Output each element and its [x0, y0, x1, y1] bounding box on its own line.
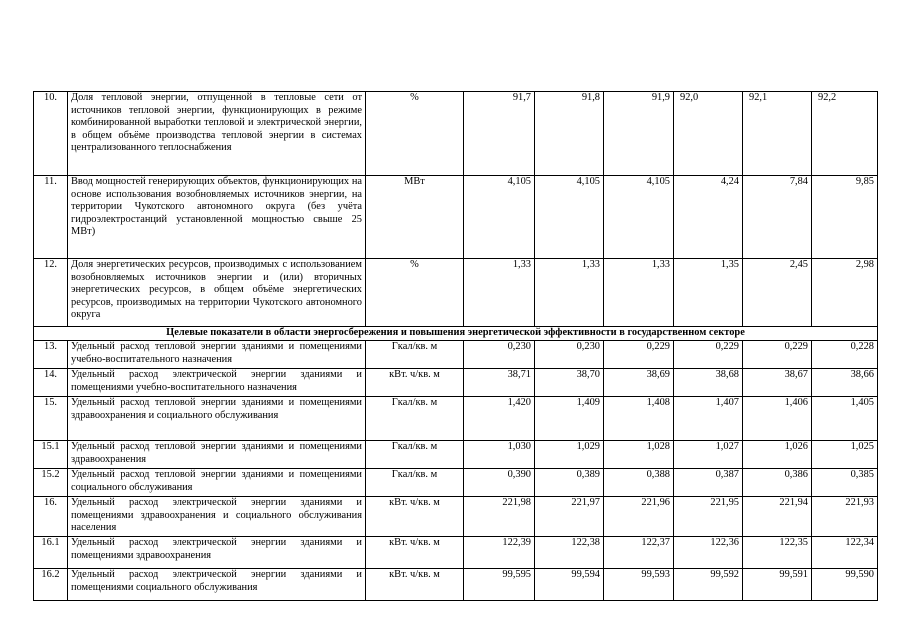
- row-number: 16.2: [34, 569, 68, 601]
- value-cell: 1,406: [743, 397, 812, 441]
- value-cell: 122,38: [535, 537, 604, 569]
- table-row: [34, 469, 878, 497]
- value-cell: 7,84: [743, 176, 812, 259]
- unit-cell: кВт. ч/кв. м: [366, 569, 464, 601]
- indicator-description: Доля тепловой энергии, отпущенной в тепловые сети от источников тепловой энергии, функционирующих в режиме комбинированной выработки тепловой и электрической энергии, в общем объёме производства тепловой энергии в системах централизованного теплоснабжения: [68, 92, 366, 176]
- value-cell: 122,37: [604, 537, 674, 569]
- indicator-description: Удельный расход тепловой энергии зданиями и помещениями социального обслуживания: [68, 469, 366, 497]
- value-cell: 0,387: [674, 469, 743, 497]
- indicator-description: Удельный расход тепловой энергии зданиями и помещениями учебно-воспитательного назначения: [68, 341, 366, 369]
- value-cell: 2,45: [743, 259, 812, 327]
- indicator-description: Доля энергетических ресурсов, производимых с использованием возобновляемых источников энергии и (или) вторичных энергетических ресурсов, в общем объёме энергетических ресурсов, производимых на территории Чукотского автономного округа: [68, 259, 366, 327]
- indicator-description: Удельный расход электрической энергии зданиями и помещениями здравоохранения: [68, 537, 366, 569]
- unit-cell: %: [366, 259, 464, 327]
- value-cell: 38,68: [674, 369, 743, 397]
- row-number: 10.: [34, 92, 68, 176]
- value-cell: 38,66: [812, 369, 878, 397]
- value-cell: 99,590: [812, 569, 878, 601]
- value-cell: 1,408: [604, 397, 674, 441]
- value-cell: 4,105: [464, 176, 535, 259]
- value-cell: 1,409: [535, 397, 604, 441]
- value-cell: 99,592: [674, 569, 743, 601]
- unit-cell: кВт. ч/кв. м: [366, 537, 464, 569]
- section-title: Целевые показатели в области энергосбережения и повышения энергетической эффективности в государственном секторе: [34, 327, 878, 341]
- table-row: [34, 441, 878, 469]
- indicators-table: [33, 91, 878, 601]
- indicator-description: Удельный расход электрической энергии зданиями и помещениями здравоохранения и социального обслуживания населения: [68, 497, 366, 537]
- value-cell: 221,95: [674, 497, 743, 537]
- value-cell: 0,386: [743, 469, 812, 497]
- row-number: 15.2: [34, 469, 68, 497]
- value-cell: 4,24: [674, 176, 743, 259]
- indicator-description: Удельный расход электрической энергии зданиями и помещениями учебно-воспитательного назначения: [68, 369, 366, 397]
- value-cell: 0,388: [604, 469, 674, 497]
- section-block: [34, 327, 878, 341]
- table-row: [34, 341, 878, 369]
- value-cell: 0,389: [535, 469, 604, 497]
- table-row: [34, 176, 878, 259]
- value-cell: 0,230: [464, 341, 535, 369]
- value-cell: 91,7: [464, 92, 535, 176]
- indicator-description: Удельный расход тепловой энергии зданиями и помещениями здравоохранения: [68, 441, 366, 469]
- value-cell: 4,105: [604, 176, 674, 259]
- value-cell: 1,028: [604, 441, 674, 469]
- value-cell: 221,94: [743, 497, 812, 537]
- row-number: 15.1: [34, 441, 68, 469]
- value-cell: 0,390: [464, 469, 535, 497]
- value-cell: 0,229: [674, 341, 743, 369]
- value-cell: 1,027: [674, 441, 743, 469]
- value-cell: 1,33: [535, 259, 604, 327]
- row-number: 11.: [34, 176, 68, 259]
- value-cell: 122,34: [812, 537, 878, 569]
- value-cell: 38,67: [743, 369, 812, 397]
- value-cell: 0,230: [535, 341, 604, 369]
- value-cell: 122,36: [674, 537, 743, 569]
- row-number: 16.1: [34, 537, 68, 569]
- row-number: 16.: [34, 497, 68, 537]
- unit-cell: кВт. ч/кв. м: [366, 369, 464, 397]
- value-cell: 122,35: [743, 537, 812, 569]
- indicator-description: Удельный расход электрической энергии зданиями и помещениями социального обслуживания: [68, 569, 366, 601]
- value-cell: 1,030: [464, 441, 535, 469]
- value-cell: 0,229: [604, 341, 674, 369]
- table-row: [34, 397, 878, 441]
- unit-cell: кВт. ч/кв. м: [366, 497, 464, 537]
- table-row: [34, 569, 878, 601]
- value-cell: 0,385: [812, 469, 878, 497]
- value-cell: 38,69: [604, 369, 674, 397]
- table-row: [34, 259, 878, 327]
- table-body-top: [34, 92, 878, 327]
- table-row: [34, 537, 878, 569]
- row-number: 15.: [34, 397, 68, 441]
- table-row: [34, 92, 878, 176]
- table-body-bottom: [34, 341, 878, 601]
- value-cell: 99,594: [535, 569, 604, 601]
- value-cell: 122,39: [464, 537, 535, 569]
- value-cell: 1,33: [604, 259, 674, 327]
- value-cell: 221,98: [464, 497, 535, 537]
- value-cell: 38,71: [464, 369, 535, 397]
- value-cell: 0,228: [812, 341, 878, 369]
- value-cell: 1,407: [674, 397, 743, 441]
- value-cell: 91,9: [604, 92, 674, 176]
- unit-cell: %: [366, 92, 464, 176]
- value-cell: 38,70: [535, 369, 604, 397]
- unit-cell: Гкал/кв. м: [366, 469, 464, 497]
- value-cell: 0,229: [743, 341, 812, 369]
- unit-cell: Гкал/кв. м: [366, 397, 464, 441]
- value-cell: 9,85: [812, 176, 878, 259]
- value-cell: 91,8: [535, 92, 604, 176]
- value-cell: 99,591: [743, 569, 812, 601]
- value-cell: 92,2: [812, 92, 878, 176]
- value-cell: 1,029: [535, 441, 604, 469]
- value-cell: 1,025: [812, 441, 878, 469]
- row-number: 14.: [34, 369, 68, 397]
- row-number: 13.: [34, 341, 68, 369]
- row-number: 12.: [34, 259, 68, 327]
- value-cell: 221,97: [535, 497, 604, 537]
- indicator-description: Ввод мощностей генерирующих объектов, функционирующих на основе использования возобновляемых источников энергии, на территории Чукотского автономного округа (без учёта гидроэлектростанций установленной мощностью свыше 25 МВт): [68, 176, 366, 259]
- value-cell: 221,96: [604, 497, 674, 537]
- value-cell: 2,98: [812, 259, 878, 327]
- value-cell: 99,593: [604, 569, 674, 601]
- section-header-row: [34, 327, 878, 341]
- value-cell: 1,405: [812, 397, 878, 441]
- value-cell: 221,93: [812, 497, 878, 537]
- value-cell: 92,1: [743, 92, 812, 176]
- value-cell: 92,0: [674, 92, 743, 176]
- unit-cell: Гкал/кв. м: [366, 341, 464, 369]
- value-cell: 1,026: [743, 441, 812, 469]
- value-cell: 99,595: [464, 569, 535, 601]
- value-cell: 4,105: [535, 176, 604, 259]
- table-row: [34, 497, 878, 537]
- value-cell: 1,420: [464, 397, 535, 441]
- unit-cell: Гкал/кв. м: [366, 441, 464, 469]
- value-cell: 1,33: [464, 259, 535, 327]
- indicator-description: Удельный расход тепловой энергии зданиями и помещениями здравоохранения и социального обслуживания: [68, 397, 366, 441]
- unit-cell: МВт: [366, 176, 464, 259]
- table-row: [34, 369, 878, 397]
- value-cell: 1,35: [674, 259, 743, 327]
